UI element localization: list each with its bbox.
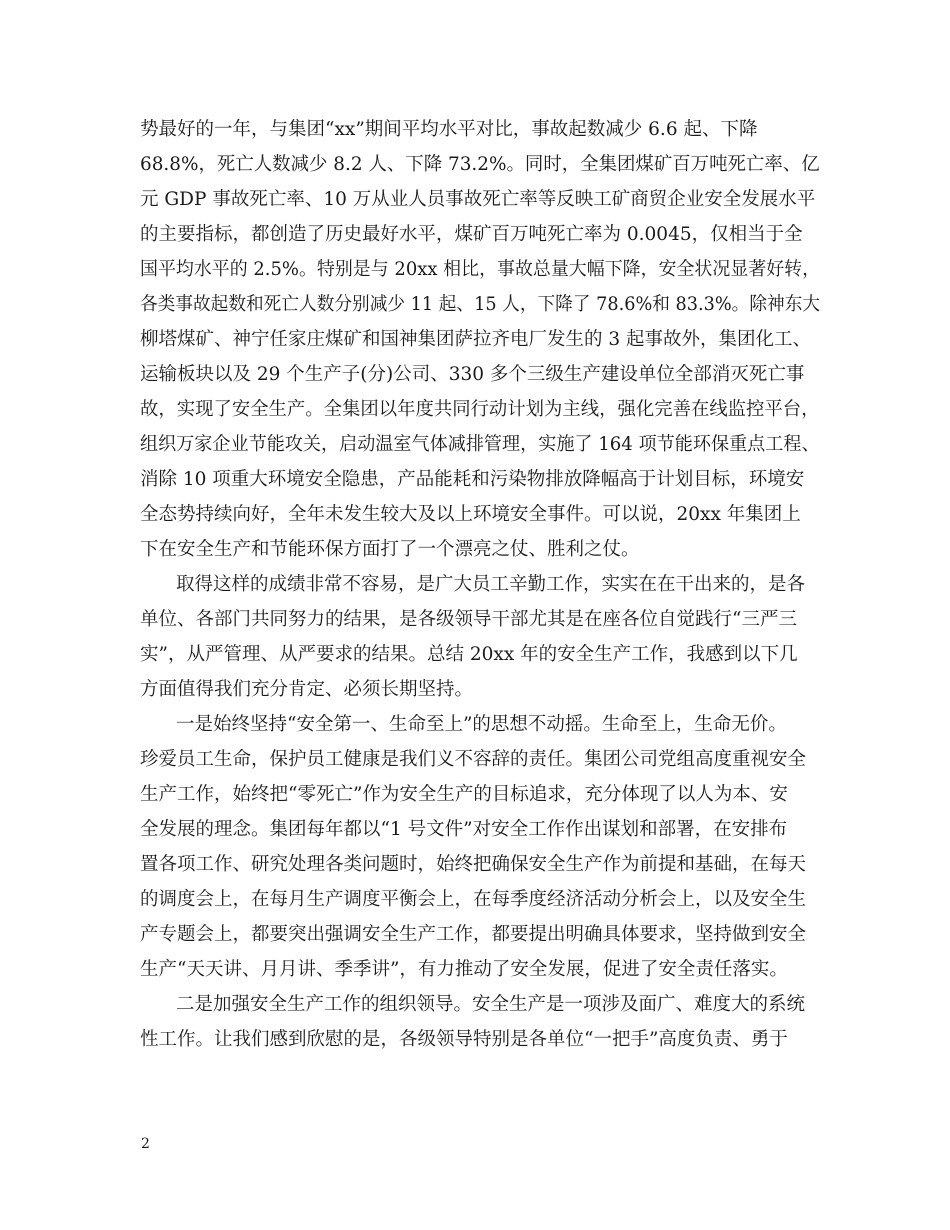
text-line: 下在安全生产和节能环保方面打了一个漂亮之仗、胜利之仗。: [140, 539, 640, 560]
text-line: 珍爱员工生命，保护员工健康是我们义不容辞的责任。集团公司党组高度重视安全: [140, 749, 807, 770]
text-line: 产专题会上，都要突出强调安全生产工作，都要提出明确具体要求，坚持做到安全: [140, 924, 807, 945]
text-line: 组织万家企业节能攻关，启动温室气体减排管理，实施了 164 项节能环保重点工程、: [140, 434, 820, 455]
text-line: 元 GDP 事故死亡率、10 万从业人员事故死亡率等反映工矿商贸企业安全发展水平: [140, 189, 816, 210]
text-line: 68.8%，死亡人数减少 8.2 人、下降 73.2%。同时，全集团煤矿百万吨死亡率、亿: [140, 154, 820, 175]
page-number: 2: [141, 1136, 150, 1152]
text-line: 柳塔煤矿、神宁任家庄煤矿和国神集团萨拉齐电厂发生的 3 起事故外，集团化工、: [140, 329, 812, 350]
text-line: 全态势持续向好，全年未发生较大及以上环境安全事件。可以说，20xx 年集团上: [140, 504, 801, 525]
text-line: 生产工作，始终把“零死亡”作为安全生产的目标追求，充分体现了以人为本、安: [140, 784, 788, 805]
text-line: 性工作。让我们感到欣慰的是，各级领导特别是各单位“一把手”高度负责、勇于: [140, 1029, 788, 1050]
text-line: 各类事故起数和死亡人数分别减少 11 起、15 人，下降了 78.6%和 83.3%。除神东大: [140, 294, 821, 315]
text-line: 全发展的理念。集团每年都以“1 号文件”对安全工作作出谋划和部署，在安排布: [140, 819, 788, 840]
text-line: 国平均水平的 2.5%。特别是与 20xx 相比，事故总量大幅下降，安全状况显著好转，: [140, 259, 821, 280]
text-line: 单位、各部门共同努力的结果，是各级领导干部尤其是在座各位自觉践行“三严三: [140, 609, 797, 630]
text-line: 生产“天天讲、月月讲、季季讲”，有力推动了安全发展，促进了安全责任落实。: [140, 959, 788, 980]
paragraph-first-line: 一是始终坚持“安全第一、生命至上”的思想不动摇。生命至上，生命无价。: [176, 714, 787, 735]
text-line: 实”，从严管理、从严要求的结果。总结 20xx 年的安全生产工作，我感到以下几: [140, 644, 798, 665]
text-line: 的主要指标，都创造了历史最好水平，煤矿百万吨死亡率为 0.0045，仅相当于全: [140, 224, 803, 245]
text-line: 消除 10 项重大环境安全隐患，产品能耗和污染物排放降幅高于计划目标，环境安: [140, 469, 805, 490]
paragraph-first-line: 二是加强安全生产工作的组织领导。安全生产是一项涉及面广、难度大的系统: [176, 994, 806, 1015]
text-line: 势最好的一年，与集团“xx”期间平均水平对比，事故起数减少 6.6 起、下降: [140, 119, 758, 140]
text-line: 方面值得我们充分肯定、必须长期坚持。: [140, 679, 474, 700]
text-line: 运输板块以及 29 个生产子(分)公司、330 多个三级生产建设单位全部消灭死亡事: [140, 364, 805, 385]
text-line: 的调度会上，在每月生产调度平衡会上，在每季度经济活动分析会上，以及安全生: [140, 889, 807, 910]
paragraph-first-line: 取得这样的成绩非常不容易，是广大员工辛勤工作，实实在在干出来的，是各: [176, 574, 806, 595]
text-line: 故，实现了安全生产。全集团以年度共同行动计划为主线，强化完善在线监控平台，: [140, 399, 820, 420]
text-line: 置各项工作、研究处理各类问题时，始终把确保安全生产作为前提和基础，在每天: [140, 854, 807, 875]
